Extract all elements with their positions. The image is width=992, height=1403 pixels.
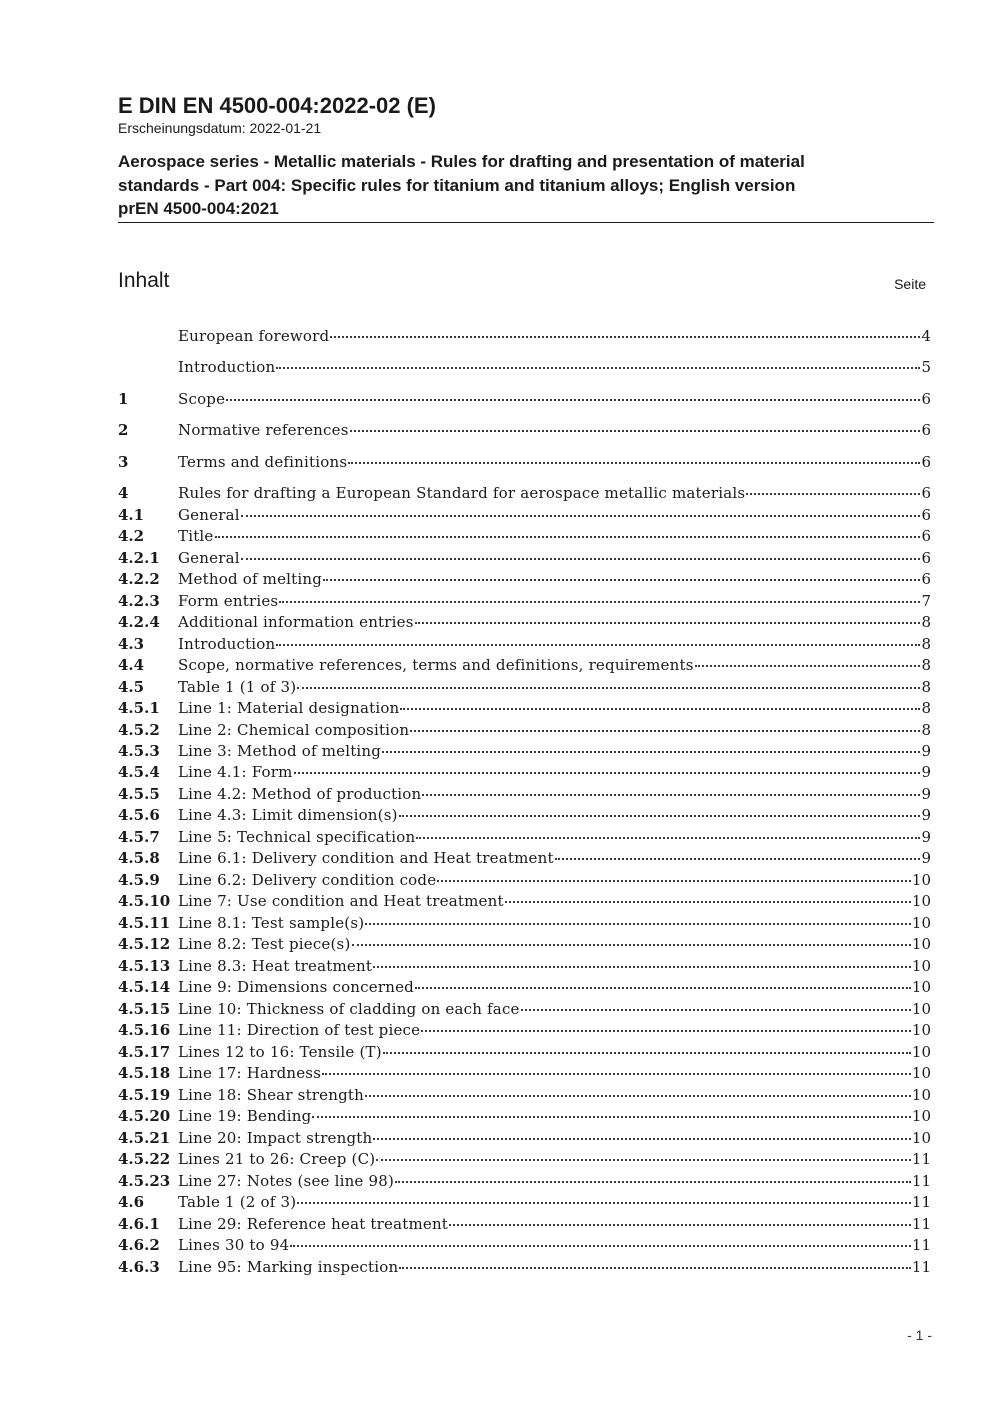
toc-entry[interactable] (118, 504, 931, 526)
toc-entry[interactable] (118, 547, 931, 569)
toc-entry-page: 10 (911, 1000, 931, 1018)
toc-entry-number: 4.2.3 (118, 592, 160, 610)
toc-entry[interactable] (118, 419, 931, 441)
toc-entry-number: 4.6.1 (118, 1215, 160, 1233)
toc-entry-number: 4.6.2 (118, 1236, 160, 1254)
toc-dot-leader (695, 665, 921, 667)
toc-entry-title: Line 3: Method of melting (178, 742, 382, 760)
toc-dot-leader (395, 1181, 911, 1183)
toc-dot-leader (323, 579, 920, 581)
toc-entry-number: 4.5.10 (118, 892, 171, 910)
toc-entry-number: 4.5.8 (118, 849, 160, 867)
toc-dot-leader (415, 987, 911, 989)
toc-entry-page: 10 (911, 914, 931, 932)
toc-entry-page: 9 (921, 806, 931, 824)
toc-dot-leader (330, 336, 920, 338)
toc-entry[interactable] (118, 325, 931, 347)
toc-dot-leader (399, 815, 921, 817)
toc-entry-page: 6 (921, 570, 931, 588)
toc-entry-page: 9 (921, 763, 931, 781)
toc-entry-title: Line 8.3: Heat treatment (178, 957, 373, 975)
toc-entry[interactable] (118, 697, 931, 719)
toc-dot-leader (312, 1116, 911, 1118)
toc-entry-number: 4.3 (118, 635, 145, 653)
toc-entry-page: 10 (911, 1086, 931, 1104)
toc-dot-leader (415, 622, 921, 624)
toc-entry-number: 4.5.16 (118, 1021, 171, 1039)
toc-entry-number: 4.1 (118, 506, 145, 524)
toc-entry-number: 4.5.7 (118, 828, 160, 846)
toc-entry-number: 4.5.17 (118, 1043, 171, 1061)
toc-entry-number: 4.5 (118, 678, 145, 696)
toc-entry-title: Rules for drafting a European Standard for aerospace metallic materials (178, 484, 746, 502)
toc-entry-title: Scope (178, 390, 226, 408)
toc-entry-title: Table 1 (1 of 3) (178, 678, 297, 696)
toc-entry-number: 4.5.3 (118, 742, 160, 760)
toc-dot-leader (555, 858, 921, 860)
toc-dot-leader (365, 923, 911, 925)
toc-entry-title: Normative references (178, 421, 349, 439)
toc-dot-leader (505, 901, 911, 903)
toc-entry-title: Table 1 (2 of 3) (178, 1193, 297, 1211)
toc-entry-page: 8 (921, 721, 931, 739)
toc-entry[interactable] (118, 1256, 931, 1278)
toc-entry-number: 4.5.21 (118, 1129, 171, 1147)
toc-dot-leader (416, 837, 920, 839)
toc-entry[interactable] (118, 356, 931, 378)
toc-entry-title: Line 7: Use condition and Heat treatment (178, 892, 504, 910)
toc-entry-number: 4.5.1 (118, 699, 160, 717)
toc-entry-page: 11 (911, 1215, 931, 1233)
toc-entry-title: Lines 21 to 26: Creep (C) (178, 1150, 376, 1168)
toc-entry-page: 8 (921, 699, 931, 717)
toc-entry[interactable] (118, 611, 931, 633)
toc-entry-number: 4.5.5 (118, 785, 160, 803)
toc-entry-title: Line 1: Material designation (178, 699, 400, 717)
toc-entry-page: 6 (921, 453, 931, 471)
toc-dot-leader (297, 687, 920, 689)
toc-entry[interactable] (118, 1105, 931, 1127)
toc-entry-title: Line 17: Hardness (178, 1064, 322, 1082)
toc-entry-page: 11 (911, 1258, 931, 1276)
toc-entry[interactable] (118, 1041, 931, 1063)
toc-entry[interactable] (118, 826, 931, 848)
toc-entry-title: Line 6.2: Delivery condition code (178, 871, 437, 889)
toc-dot-leader (399, 1267, 911, 1269)
toc-entry-page: 10 (911, 978, 931, 996)
toc-entry-page: 8 (921, 635, 931, 653)
toc-entry-title: Line 95: Marking inspection (178, 1258, 399, 1276)
toc-entry-number: 4.5.2 (118, 721, 160, 739)
toc-entry-number: 2 (118, 421, 129, 439)
toc-entry-title: Line 9: Dimensions concerned (178, 978, 414, 996)
toc-entry-page: 6 (921, 421, 931, 439)
toc-entry-number: 4.5.14 (118, 978, 171, 996)
toc-entry-number: 4.5.23 (118, 1172, 171, 1190)
toc-entry-title: Line 5: Technical specification (178, 828, 416, 846)
toc-dot-leader (746, 493, 920, 495)
toc-entry-title: Terms and definitions (178, 453, 348, 471)
toc-heading: Inhalt (118, 269, 170, 292)
toc-entry[interactable] (118, 869, 931, 891)
toc-entry-title: General (178, 506, 240, 524)
toc-dot-leader (382, 751, 920, 753)
toc-entry-number: 4.5.6 (118, 806, 160, 824)
toc-dot-leader (373, 1138, 911, 1140)
toc-entry-title: Line 18: Shear strength (178, 1086, 364, 1104)
toc-entry-page: 8 (921, 678, 931, 696)
toc-dot-leader (297, 1202, 911, 1204)
toc-dot-leader (373, 966, 911, 968)
toc-entry-title: European foreword (178, 327, 330, 345)
toc-dot-leader (290, 1245, 911, 1247)
toc-entry-title: Line 10: Thickness of cladding on each face (178, 1000, 520, 1018)
toc-entry-title: Lines 30 to 94 (178, 1236, 290, 1254)
toc-dot-leader (215, 536, 921, 538)
toc-entry-page: 8 (921, 613, 931, 631)
document-title-line: Aerospace series - Metallic materials - Rules for drafting and presentation of material (118, 152, 805, 171)
toc-entry-title: Scope, normative references, terms and definitions, requirements (178, 656, 694, 674)
toc-entry-number: 1 (118, 390, 129, 408)
toc-entry-page: 10 (911, 1064, 931, 1082)
toc-entry-page: 10 (911, 1107, 931, 1125)
toc-dot-leader (365, 1095, 911, 1097)
toc-dot-leader (449, 1224, 911, 1226)
toc-entry-title: Form entries (178, 592, 279, 610)
toc-entry-page: 10 (911, 935, 931, 953)
toc-entry-page: 6 (921, 506, 931, 524)
toc-dot-leader (294, 772, 921, 774)
toc-entry-title: Line 8.1: Test sample(s) (178, 914, 365, 932)
toc-entry[interactable] (118, 676, 931, 698)
toc-entry-page: 6 (921, 527, 931, 545)
toc-entry[interactable] (118, 740, 931, 762)
toc-entry-page: 10 (911, 871, 931, 889)
toc-entry-title: General (178, 549, 240, 567)
toc-entry-number: 4.6.3 (118, 1258, 160, 1276)
toc-entry[interactable] (118, 1084, 931, 1106)
toc-entry-number: 4.5.18 (118, 1064, 171, 1082)
toc-entry-page: 4 (921, 327, 931, 345)
toc-entry-title: Line 29: Reference heat treatment (178, 1215, 449, 1233)
toc-entry-page: 11 (911, 1236, 931, 1254)
toc-entry[interactable] (118, 633, 931, 655)
toc-entry-number: 4.4 (118, 656, 145, 674)
toc-entry-title: Line 4.2: Method of production (178, 785, 422, 803)
toc-entry-number: 4.2.1 (118, 549, 160, 567)
toc-entry-page: 10 (911, 1129, 931, 1147)
toc-dot-leader (226, 399, 920, 401)
toc-entry-number: 4.6 (118, 1193, 145, 1211)
toc-entry-number: 4.5.19 (118, 1086, 171, 1104)
toc-entry-page: 7 (921, 592, 931, 610)
toc-dot-leader (422, 794, 920, 796)
toc-entry-title: Line 11: Direction of test piece (178, 1021, 421, 1039)
toc-dot-leader (276, 367, 920, 369)
toc-dot-leader (400, 708, 920, 710)
toc-entry-page: 5 (921, 358, 931, 376)
toc-entry-number: 4.5.9 (118, 871, 160, 889)
toc-entry[interactable] (118, 783, 931, 805)
toc-entry-title: Line 8.2: Test piece(s) (178, 935, 351, 953)
toc-entry[interactable] (118, 804, 931, 826)
toc-entry-title: Line 27: Notes (see line 98) (178, 1172, 395, 1190)
toc-entry-page: 11 (911, 1193, 931, 1211)
toc-entry-title: Line 4.1: Form (178, 763, 293, 781)
toc-entry-page: 11 (911, 1150, 931, 1168)
toc-entry-number: 4.5.12 (118, 935, 171, 953)
toc-dot-leader (521, 1009, 911, 1011)
toc-entry-number: 4.2 (118, 527, 145, 545)
toc-dot-leader (352, 944, 911, 946)
toc-entry-number: 4.5.15 (118, 1000, 171, 1018)
document-title-line: prEN 4500-004:2021 (118, 199, 279, 218)
toc-dot-leader (241, 558, 921, 560)
toc-entry-title: Additional information entries (178, 613, 414, 631)
toc-entry[interactable] (118, 1127, 931, 1149)
toc-dot-leader (437, 880, 911, 882)
toc-entry-number: 4.5.22 (118, 1150, 171, 1168)
toc-entry[interactable] (118, 388, 931, 410)
toc-entry[interactable] (118, 890, 931, 912)
toc-entry[interactable] (118, 1062, 931, 1084)
toc-dot-leader (350, 430, 921, 432)
toc-entry[interactable] (118, 482, 931, 504)
toc-entry[interactable] (118, 998, 931, 1020)
toc-entry-number: 4.5.20 (118, 1107, 171, 1125)
toc-entry-page: 9 (921, 849, 931, 867)
toc-entry[interactable] (118, 1191, 931, 1213)
toc-dot-leader (383, 1052, 911, 1054)
toc-dot-leader (322, 1073, 911, 1075)
toc-entry[interactable] (118, 847, 931, 869)
toc-entry-page: 9 (921, 742, 931, 760)
toc-entry-page: 10 (911, 1043, 931, 1061)
toc-entry-number: 4.2.2 (118, 570, 160, 588)
toc-entry[interactable] (118, 933, 931, 955)
toc-entry[interactable] (118, 1234, 931, 1256)
toc-entry[interactable] (118, 568, 931, 590)
toc-entry-title: Method of melting (178, 570, 323, 588)
toc-entry-number: 3 (118, 453, 129, 471)
toc-entry-number: 4 (118, 484, 129, 502)
toc-entry-number: 4.5.13 (118, 957, 171, 975)
toc-entry[interactable] (118, 451, 931, 473)
toc-dot-leader (276, 644, 920, 646)
toc-entry[interactable] (118, 912, 931, 934)
toc-entry[interactable] (118, 1213, 931, 1235)
toc-entry-number: 4.5.4 (118, 763, 160, 781)
toc-entry[interactable] (118, 525, 931, 547)
toc-entry-title: Title (178, 527, 214, 545)
toc-entry[interactable] (118, 955, 931, 977)
toc-entry-page: 9 (921, 785, 931, 803)
page-number: - 1 - (907, 1327, 932, 1343)
toc-entry-page: 10 (911, 957, 931, 975)
toc-entry[interactable] (118, 976, 931, 998)
toc-dot-leader (421, 1030, 911, 1032)
toc-entry-page: 11 (911, 1172, 931, 1190)
toc-entry-page: 10 (911, 892, 931, 910)
toc-entry-number: 4.5.11 (118, 914, 171, 932)
toc-entry-title: Line 2: Chemical composition (178, 721, 410, 739)
toc-entry-page: 6 (921, 390, 931, 408)
toc-entry-title: Line 6.1: Delivery condition and Heat treatment (178, 849, 554, 867)
toc-dot-leader (279, 601, 920, 603)
toc-entry[interactable] (118, 761, 931, 783)
toc-entry[interactable] (118, 1170, 931, 1192)
toc-entry-title: Line 19: Bending (178, 1107, 312, 1125)
toc-entry-number: 4.2.4 (118, 613, 160, 631)
toc-entry-page: 8 (921, 656, 931, 674)
toc-entry-page: 6 (921, 549, 931, 567)
toc-entry-title: Line 4.3: Limit dimension(s) (178, 806, 398, 824)
toc-entry[interactable] (118, 590, 931, 612)
toc-entry-page: 6 (921, 484, 931, 502)
publication-date: Erscheinungsdatum: 2022-01-21 (118, 120, 322, 136)
table-of-contents (118, 0, 931, 1403)
toc-entry-page: 10 (911, 1021, 931, 1039)
toc-entry-title: Introduction (178, 635, 276, 653)
toc-page-column-heading: Seite (894, 276, 926, 292)
document-id: E DIN EN 4500-004:2022-02 (E) (118, 93, 436, 118)
toc-entry[interactable] (118, 654, 931, 676)
toc-dot-leader (376, 1159, 911, 1161)
toc-entry-title: Lines 12 to 16: Tensile (T) (178, 1043, 382, 1061)
toc-dot-leader (410, 730, 920, 732)
toc-entry-title: Line 20: Impact strength (178, 1129, 373, 1147)
toc-entry[interactable] (118, 1019, 931, 1041)
toc-dot-leader (348, 462, 920, 464)
toc-entry[interactable] (118, 719, 931, 741)
toc-entry[interactable] (118, 1148, 931, 1170)
toc-entry-page: 9 (921, 828, 931, 846)
toc-dot-leader (241, 515, 921, 517)
toc-entry-title: Introduction (178, 358, 276, 376)
document-title-line: standards - Part 004: Specific rules for titanium and titanium alloys; English version (118, 175, 796, 195)
